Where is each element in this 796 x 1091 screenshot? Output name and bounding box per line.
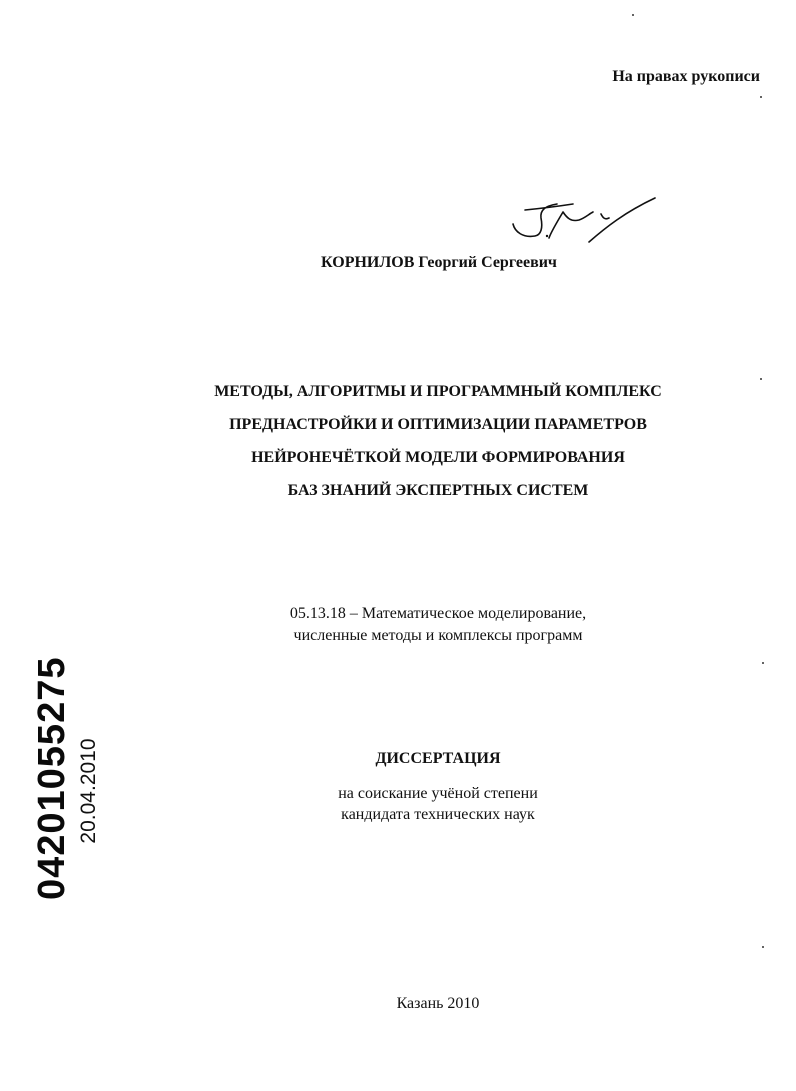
scan-speck [760,96,762,98]
title-line: МЕТОДЫ, АЛГОРИТМЫ И ПРОГРАММНЫЙ КОМПЛЕКС [214,383,662,400]
degree-line: на соискание учёной степени [338,785,538,802]
author-name: КОРНИЛОВ Георгий Сергеевич [321,254,557,271]
scan-speck [760,378,762,380]
title-line: БАЗ ЗНАНИЙ ЭКСПЕРТНЫХ СИСТЕМ [287,482,589,499]
archive-stamp-date: 20.04.2010 [77,738,100,844]
city-year: Казань 2010 [396,995,480,1012]
title-line: ПРЕДНАСТРОЙКИ И ОПТИМИЗАЦИИ ПАРАМЕТРОВ [229,416,647,433]
archive-stamp-number: 04201055275 [31,656,73,900]
specialty-line: численные методы и комплексы программ [293,627,583,644]
document-type: ДИССЕРТАЦИЯ [375,750,501,767]
scan-speck [762,662,764,664]
degree-description [0,783,796,825]
title-line: НЕЙРОНЕЧЁТКОЙ МОДЕЛИ ФОРМИРОВАНИЯ [251,449,625,466]
specialty-code [0,603,796,647]
rights-note: На правах рукописи [612,68,760,85]
author-signature [505,192,665,252]
dissertation-title [0,375,796,507]
scan-speck [632,14,634,16]
specialty-line: 05.13.18 – Математическое моделирование, [289,605,587,622]
degree-line: кандидата технических наук [341,806,535,823]
scan-speck [762,946,764,948]
